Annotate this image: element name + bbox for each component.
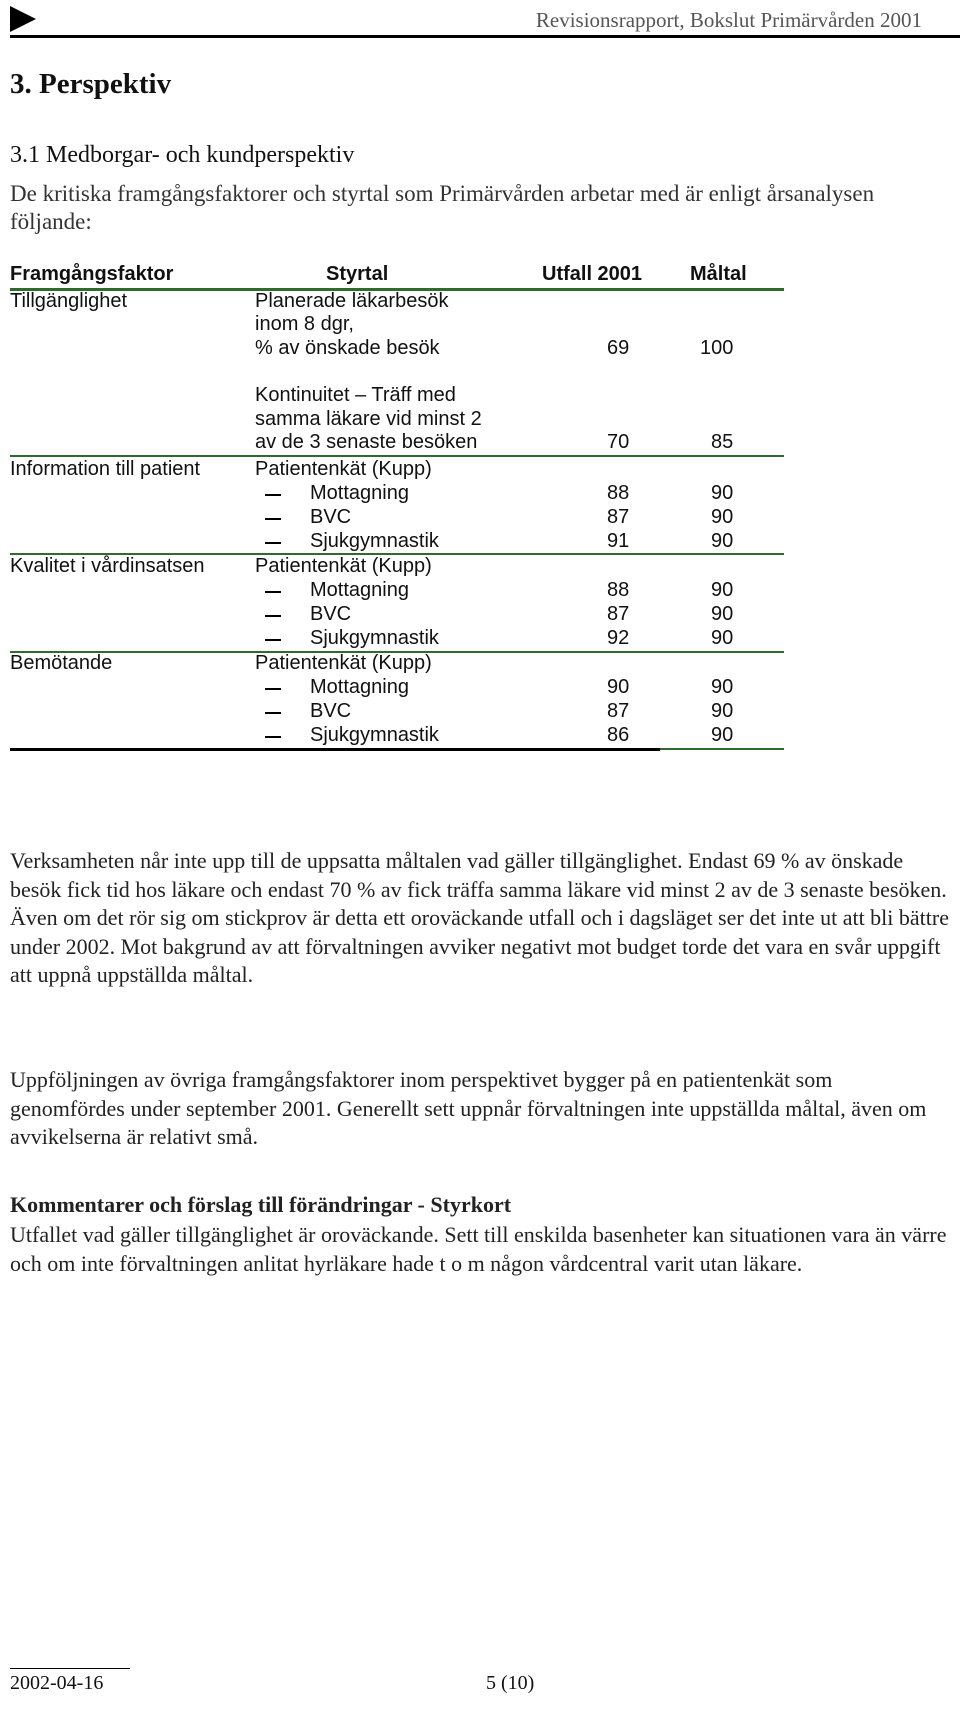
comment-heading: Kommentarer och förslag till förändringar - Styrkort (10, 1192, 512, 1217)
dash-icon (265, 736, 281, 738)
outcome-value: 90 (607, 676, 630, 698)
col-header-measure: Styrtal (326, 263, 389, 285)
footer-page-number: 5 (10) (486, 1672, 535, 1694)
outcome-value: 87 (607, 603, 630, 625)
header-rule (10, 35, 960, 38)
target-value: 90 (711, 530, 734, 552)
table-bottom-rule (10, 748, 660, 751)
col-header-factor: Framgångsfaktor (10, 263, 174, 285)
measure-line: % av önskade besök (255, 337, 440, 359)
target-value: 90 (711, 603, 734, 625)
outcome-value: 88 (607, 482, 630, 504)
outcome-value: 87 (607, 506, 630, 528)
outcome-value: 70 (607, 431, 630, 453)
sub-measure: Mottagning (310, 482, 409, 504)
outcome-value: 87 (607, 700, 630, 722)
target-value: 100 (700, 337, 734, 359)
subsection-heading: 3.1 Medborgar- och kundperspektiv (10, 142, 355, 168)
footer-rule (10, 1668, 130, 1669)
sub-measure: Sjukgymnastik (310, 530, 439, 552)
target-value: 90 (711, 676, 734, 698)
dash-icon (265, 542, 281, 544)
survey-label: Patientenkät (Kupp) (255, 652, 432, 674)
target-value: 90 (711, 700, 734, 722)
col-header-outcome: Utfall 2001 (542, 263, 643, 285)
target-value: 90 (711, 579, 734, 601)
measure-line: inom 8 dgr, (255, 313, 354, 335)
col-header-target: Måltal (690, 263, 747, 285)
outcome-value: 69 (607, 337, 630, 359)
table-bottom-rule-right (660, 748, 784, 750)
survey-label: Patientenkät (Kupp) (255, 555, 432, 577)
sub-measure: Mottagning (310, 676, 409, 698)
target-value: 90 (711, 482, 734, 504)
dash-icon (265, 591, 281, 593)
sub-measure: Sjukgymnastik (310, 627, 439, 649)
outcome-value: 86 (607, 724, 630, 746)
outcome-value: 88 (607, 579, 630, 601)
target-value: 85 (711, 431, 734, 453)
target-value: 90 (711, 506, 734, 528)
sub-measure: BVC (310, 506, 352, 528)
sub-measure: BVC (310, 700, 352, 722)
dash-icon (265, 518, 281, 520)
factor-quality: Kvalitet i vårdinsatsen (10, 555, 205, 577)
factor-treatment: Bemötande (10, 652, 113, 674)
factor-access: Tillgänglighet (10, 290, 128, 312)
paragraph-3: Utfallet vad gäller tillgänglighet är oroväckande. Sett till enskilda basenheter kan situationen vara än värre och om inte förvaltningen anlitat hyrläkare hade t o m någon vårdcentral varit utan läkare. (10, 1222, 947, 1276)
dash-icon (265, 615, 281, 617)
dash-icon (265, 712, 281, 714)
report-title: Revisionsrapport, Bokslut Primärvården 2001 (535, 8, 922, 32)
measure-line: samma läkare vid minst 2 (255, 408, 482, 430)
section-heading: 3. Perspektiv (10, 68, 172, 100)
paragraph-1: Verksamheten når inte upp till de uppsatta måltalen vad gäller tillgänglighet. Endast 69 % av önskade besök fick tid hos läkare och endast 70 % av fick träffa samma läkare vid minst 2 av de 3 senaste besöken. Även om det rör sig om stickprov är detta ett oroväckande utfall och i dagsläget ser det inte ut att bli bättre under 2002. Mot bakgrund av att förvaltningen avviker negativt mot budget torde det vara en svår uppgift att uppnå uppställda måltal. (10, 848, 949, 987)
measure-line: Planerade läkarbesök (255, 290, 449, 312)
paragraph-2: Uppföljningen av övriga framgångsfaktorer inom perspektivet bygger på en patientenkät som genomfördes under september 2001. Generellt sett uppnår förvaltningen inte uppställda måltal, även om avvikelserna är relativt små. (10, 1067, 927, 1149)
row-rule (10, 455, 784, 457)
sub-measure: BVC (310, 603, 352, 625)
play-arrow-icon (10, 6, 36, 32)
sub-measure: Sjukgymnastik (310, 724, 439, 746)
target-value: 90 (711, 627, 734, 649)
measure-line: av de 3 senaste besöken (255, 431, 478, 453)
outcome-value: 91 (607, 530, 630, 552)
dash-icon (265, 688, 281, 690)
factor-information: Information till patient (10, 458, 201, 480)
survey-label: Patientenkät (Kupp) (255, 458, 432, 480)
dash-icon (265, 639, 281, 641)
intro-text: De kritiska framgångsfaktorer och styrtal som Primärvården arbetar med är enligt årsanalysen följande: (10, 181, 875, 234)
dash-icon (265, 494, 281, 496)
sub-measure: Mottagning (310, 579, 409, 601)
measure-line: Kontinuitet – Träff med (255, 384, 456, 406)
outcome-value: 92 (607, 627, 630, 649)
target-value: 90 (711, 724, 734, 746)
footer-date: 2002-04-16 (10, 1672, 104, 1694)
